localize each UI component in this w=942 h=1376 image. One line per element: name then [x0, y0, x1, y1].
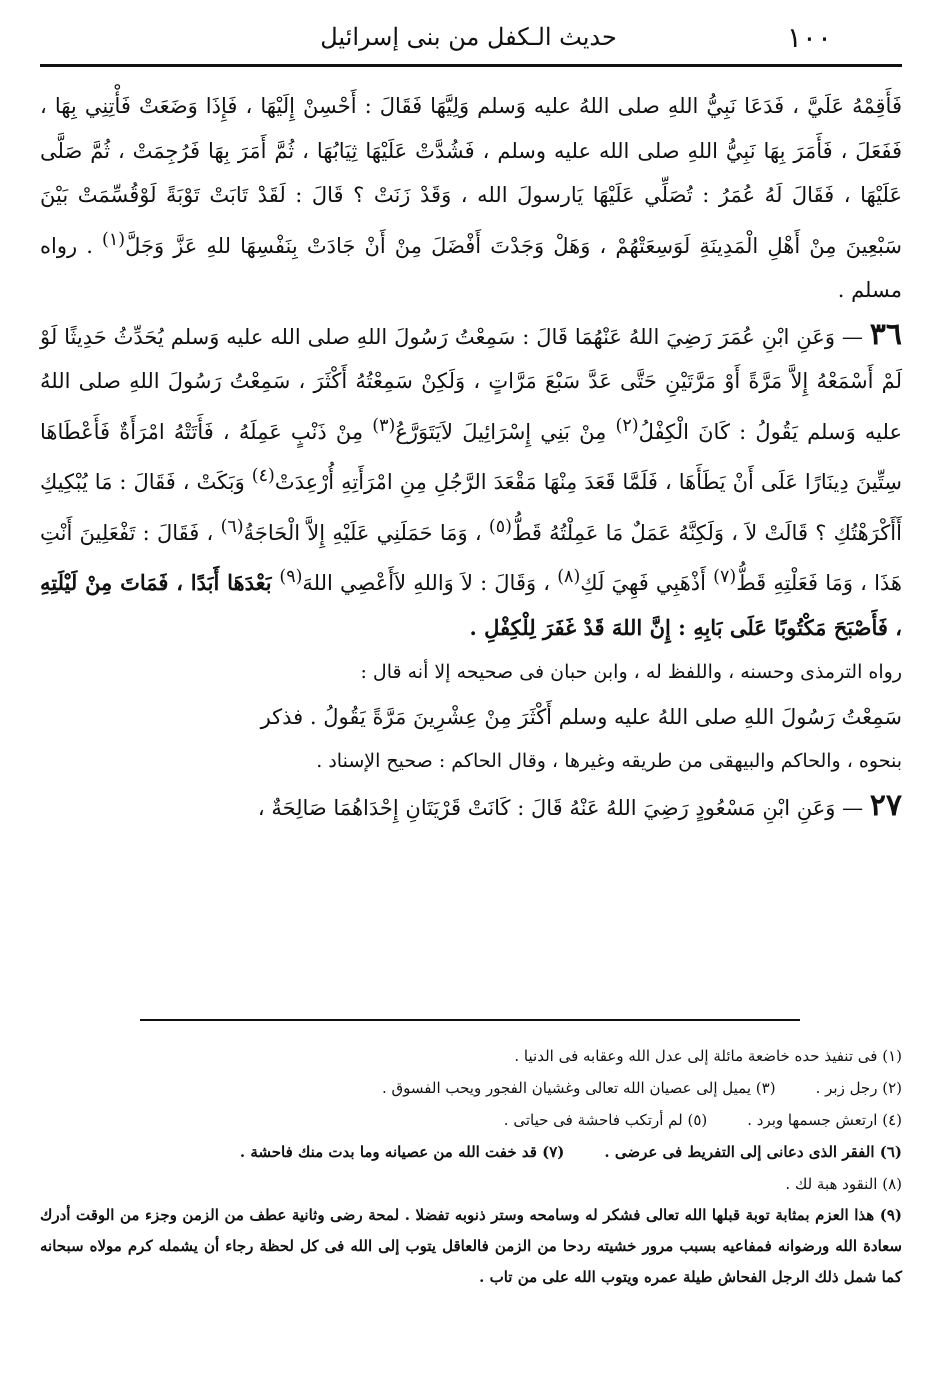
footnote-ref-9: (٩) [279, 567, 303, 587]
footnote-ref-5: (٥) [488, 516, 512, 537]
footnote-row [40, 1104, 902, 1136]
running-title: حديث الـكفل من بنى إسرائيل [320, 23, 617, 51]
main-text [40, 84, 902, 830]
text-segment: أَذْهَبِي فَهِيَ لَكِ [580, 571, 714, 595]
page-number: ١٠٠ [786, 20, 832, 54]
source-note: رواه الترمذى وحسنه ، واللفظ له ، وابن حبان فى صحيحه إلا أنه قال : [360, 661, 902, 683]
header-rule [40, 64, 902, 67]
footnotes [40, 1040, 902, 1293]
paragraph-hadith-36 [40, 313, 902, 651]
text-segment: ، فَقَالَ : تَفْعَلِينَ أَنْتِ هَذَا ، وَمَا فَعَلْتِهِ قَطُّ [40, 520, 902, 595]
text-segment: — وَعَنِ ابْنِ عُمَرَ رَضِيَ اللهُ عَنْهُمَا قَالَ : سَمِعْتُ رَسُولَ اللهِ صلى الله عليه وَسلم يُحَدِّثُ حَدِيثًا لَوْ لَمْ أَسْمَعْهُ إِلاَّ مَرَّةً أَوْ مَرَّتَيْنِ حَتَّى عَدَّ سَبْعَ مَرَّاتٍ ، وَلَكِنْ سَمِعْتُهُ أَكْثَرَ ، سَمِعْتُ رَسُولَ اللهِ صلى اللهُ عليه وَسلم يَقُولُ : كَانَ الْكِفْلُ [40, 324, 902, 444]
footnote-ref-7: (٧) [713, 567, 737, 587]
text-segment: بَعْدَهَا أَبَدًا ، فَمَاتَ مِنْ لَيْلَتِهِ ، فَأَصْبَحَ مَكْتُوبًا عَلَى بَابِهِ : إِنَّ اللهَ قَدْ غَفَرَ لِلْكِفْلِ . [40, 570, 902, 640]
text-segment: مِنْ بَنِي إِسْرَائِيلَ لاَيَتَوَرَّعُ [395, 419, 616, 444]
footnote-ref-8: (٨) [557, 567, 581, 587]
footnote-ref-1: (١) [102, 229, 126, 250]
footnote-7: (٧) قد خفت الله من عصيانه وما بدت منك فاحشة . [239, 1143, 565, 1161]
footnote-2: (٢) رجل زبر . [815, 1079, 902, 1097]
text-segment: فَأَقِمْهُ عَلَيَّ ، فَدَعَا نَبِيُّ اللهِ صلى اللهُ عليه وَسلم وَلِيَّهَا فَقَالَ : أَحْسِنْ إِلَيْهَا ، فَإِذَا وَضَعَتْ فَأْتِنِي بِهَا ، فَفَعَلَ ، فَأَمَرَ بِهَا نَبِيُّ اللهِ صلى الله عليه وسلم ، فَشُدَّتْ عَلَيْهَا ثِيَابُهَا ، ثُمَّ أَمَرَ بِهَا فَرُجِمَتْ ، ثُمَّ صَلَّى عَلَيْهَا ، فَقَالَ لَهُ عُمَرُ : تُصَلِّي عَلَيْهَا يَارسولَ الله ، وَقَدْ زَنَتْ ؟ قَالَ : لَقَدْ تَابَتْ تَوْبَةً لَوْقُسِّمَتْ بَيْنَ سَبْعِينَ مِنْ أَهْلِ الْمَدِينَةِ لَوَسِعَتْهُمْ ، وَهَلْ وَجَدْتَ أَفْضَلَ مِنْ أَنْ جَادَتْ بِنَفْسِهَا للهِ عَزَّ وَجَلَّ [40, 94, 902, 258]
page-header [40, 14, 902, 60]
footnote-4: (٤) ارتعش جسمها وبرد . [747, 1111, 902, 1129]
text-segment: — وَعَنِ ابْنِ مَسْعُودٍ رَضِيَ اللهُ عَنْهُ قَالَ : كَانَتْ قَرْيَتَانِ إِحْدَاهُمَا صَالِحَةٌ ، [257, 795, 870, 820]
footnote-row [40, 1072, 902, 1104]
footnote-3: (٣) يميل إلى عصيان الله تعالى وغشيان الفجور ويحب الفسوق . [382, 1079, 776, 1097]
footnote-ref-3: (٣) [372, 415, 396, 436]
footnote-row [40, 1136, 902, 1168]
hadith-number: ٢٧ [869, 787, 902, 823]
paragraph-hadith-37 [40, 784, 902, 831]
footnote-9: (٩) هذا العزم بمثابة توبة قبلها الله تعالى فشكر له وسامحه وستر ذنوبه تفضلا . لمحة رضى وثانية عطف من الزمن وجزء من الوقت أدرك سعادة الله ورضوانه فمفاعيه بسبب مرور خشيته ردحا من الزمن فالعاقل يتوب إلى الله فى كل لحظة رجاء أن يشمله كرم مولاه سبحانه كما شمل ذلك الرجل الفحاش طيلة عمره ويتوب الله على من تاب . [40, 1206, 902, 1286]
source-note: . رواه مسلم . [40, 233, 902, 302]
footnote-8: (٨) النقود هبة لك . [785, 1175, 902, 1193]
text-segment: ، وَقَالَ : لاَ وَاللهِ لاَأَعْصِي اللهَ [302, 571, 558, 595]
footnote-6: (٦) الفقر الذى دعانى إلى التفريط فى عرضى . [604, 1143, 902, 1161]
footnote-ref-2: (٢) [615, 415, 639, 436]
footnote-5: (٥) لم أرتكب فاحشة فى حياتى . [503, 1111, 708, 1129]
footnote-separator [140, 1019, 800, 1021]
paragraph-hadith-35-end [40, 84, 902, 313]
text-segment: مِنْ ذَنْبٍ عَمِلَهُ ، فَأَتَتْهُ امْرَأَةٌ فَأَعْطَاهَا سِتِّينَ دِينَارًا عَلَى أَنْ يَطَأَهَا ، فَلَمَّا قَعَدَ مِنْهَا مَقْعَدَ الرَّجُلِ مِنِ امْرَأَتِهِ أُرْعِدَتْ [40, 419, 902, 494]
text-segment: ، وَمَا حَمَلَنِي عَلَيْهِ إِلاَّ الْحَاجَةُ [243, 520, 489, 545]
footnote-ref-4: (٤) [251, 466, 275, 486]
footnote-ref-6: (٦) [220, 516, 244, 537]
text-segment: وَبَكَتْ ، فَقَالَ : مَا يُبْكِيكِ أَأَكْرَهْتُكِ ؟ قَالَتْ لاَ ، وَلَكِنَّهُ عَمَلٌ مَا عَمِلْتُهُ قَطُّ [40, 470, 902, 545]
alternate-wording: سَمِعْتُ رَسُولَ اللهِ صلى اللهُ عليه وسلم أَكْثَرَ مِنْ عِشْرِينَ مَرَّةً يَقُولُ . فذكر [260, 704, 902, 729]
footnote-1: (١) فى تنفيذ حده خاضعة مائلة إلى عدل الله وعقابه فى الدنيا . [514, 1047, 902, 1065]
hadith-number: ٣٦ [869, 316, 902, 352]
source-note: بنحوه ، والحاكم والبيهقى من طريقه وغيرها ، وقال الحاكم : صحيح الإسناد . [316, 750, 902, 772]
